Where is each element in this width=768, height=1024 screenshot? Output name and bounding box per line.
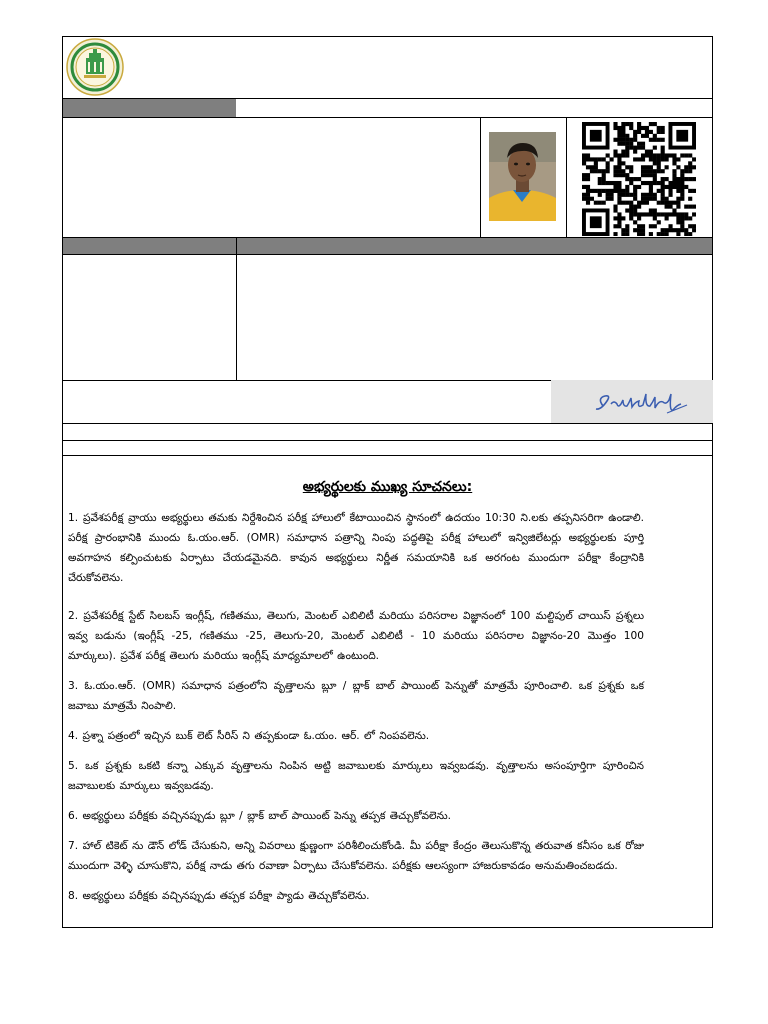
cell-divider [236, 237, 237, 381]
candidate-photo [489, 132, 556, 221]
qr-code [582, 122, 696, 236]
row-divider [62, 254, 713, 255]
instruction-item-3: 3. ఓ.యం.ఆర్. (OMR) సమాధాన పత్రంలోని వృత్తాలను బ్లూ / బ్లాక్ బాల్ పాయింట్ పెన్నుతో మాత్రమే పూరించాలి. ఒక ప్రశ్నకు ఒక జవాబు మాత్రమే నింపాలి. [68, 680, 644, 712]
row-divider [62, 455, 713, 456]
instructions-list [68, 508, 644, 906]
instruction-item-6: 6. అభ్యర్థులు పరీక్షకు వచ్చినప్పుడు బ్లూ / బ్లాక్ బాల్ పాయింట్ పెన్ను తప్పక తెచ్చుకోవలెను. [68, 810, 452, 822]
instruction-item-1: 1. ప్రవేశపరీక్ష వ్రాయు అభ్యర్థులు తమకు నిర్దేశించిన పరీక్ష హాలులో కేటాయించిన స్థానంలో ఉదయం 10:30 ని.లకు తప్పనిసరిగా ఉండాలి. పరీక్ష ప్రారంభానికి ముందు ఓ.యం.ఆర్. (OMR) సమాధాన పత్రాన్ని నింపు పద్ధతిపై పరీక్ష హాలులో ఇన్విజిలేటర్లు అభ్యర్థులకు పూర్తి అవగాహన కల్పించుటకు ఏర్పాటు చేయడమైనది. కావున అభ్యర్థులు నిర్ణీత సమయానికి ఒక అరగంట ముందుగా పరీక్షా కేంద్రానికి చేరుకోవలెను. [68, 512, 644, 584]
cell-divider [566, 117, 567, 238]
instruction-item-5: 5. ఒక ప్రశ్నకు ఒకటి కన్నా ఎక్కువ వృత్తాలను నింపిన అట్టి జవాబులకు మార్కులు ఇవ్వబడవు. వృత్తాలను అసంపూర్తిగా పూరించిన జవాబులకు మార్కులు ఇవ్వబడవు. [68, 760, 644, 792]
cell-divider [480, 117, 481, 238]
instructions-title: అభ్యర్థులకు ముఖ్య సూచనలు: [302, 479, 473, 495]
instruction-item-2: 2. ప్రవేశపరీక్ష స్టేట్ సిలబస్ ఇంగ్లీష్, గణితము, తెలుగు, మెంటల్ ఎబిలిటీ మరియు పరిసరాల విజ్ఞానంలో 100 మల్టిపుల్ చాయిస్ ప్రశ్నలు ఇవ్వ బడును (ఇంగ్లీష్ -25, గణితము -25, తెలుగు-20, మెంటల్ ఎబిలిటీ - 10 మరియు పరిసరాల విజ్ఞానం-20 మొత్తం 100 మార్కులు). ప్రవేశ పరీక్ష తెలుగు మరియు ఇంగ్లీష్ మాధ్యమాలలో ఉంటుంది. [68, 610, 644, 662]
border-bottom [62, 927, 713, 928]
label-bar [63, 99, 236, 117]
label-bar [237, 238, 712, 254]
label-bar [63, 238, 236, 254]
instruction-item-7: 7. హాల్ టికెట్ ను డౌన్ లోడ్ చేసుకుని, అన్ని వివరాలు క్షుణ్ణంగా పరిశీలించుకోండి. మీ పరీక్షా కేంద్రం తెలుసుకొన్న తరువాత కనీసం ఒక రోజు ముందుగా వెళ్ళి చూసుకొని, పరీక్ష నాడు తగు రవాణా ఏర్పాటు చేసుకోవలెను. పరీక్షకు ఆలస్యంగా హాజరుకావడం అనుమతించబడదు. [68, 840, 644, 872]
row-divider [62, 117, 713, 118]
emblem-logo [66, 38, 124, 96]
instruction-item-4: 4. ప్రశ్నా పత్రంలో ఇచ్చిన బుక్ లెట్ సీరిస్ ని తప్పకుండా ఓ.యం. ఆర్. లో నింపవలెను. [68, 730, 430, 742]
row-divider [62, 440, 713, 441]
border-top [62, 36, 713, 37]
instruction-item-8: 8. అభ్యర్థులు పరీక్షకు వచ్చినప్పుడు తప్పక పరీక్షా ప్యాడు తెచ్చుకోవలెను. [68, 890, 370, 902]
signature-image [551, 380, 713, 423]
row-divider [62, 423, 713, 424]
